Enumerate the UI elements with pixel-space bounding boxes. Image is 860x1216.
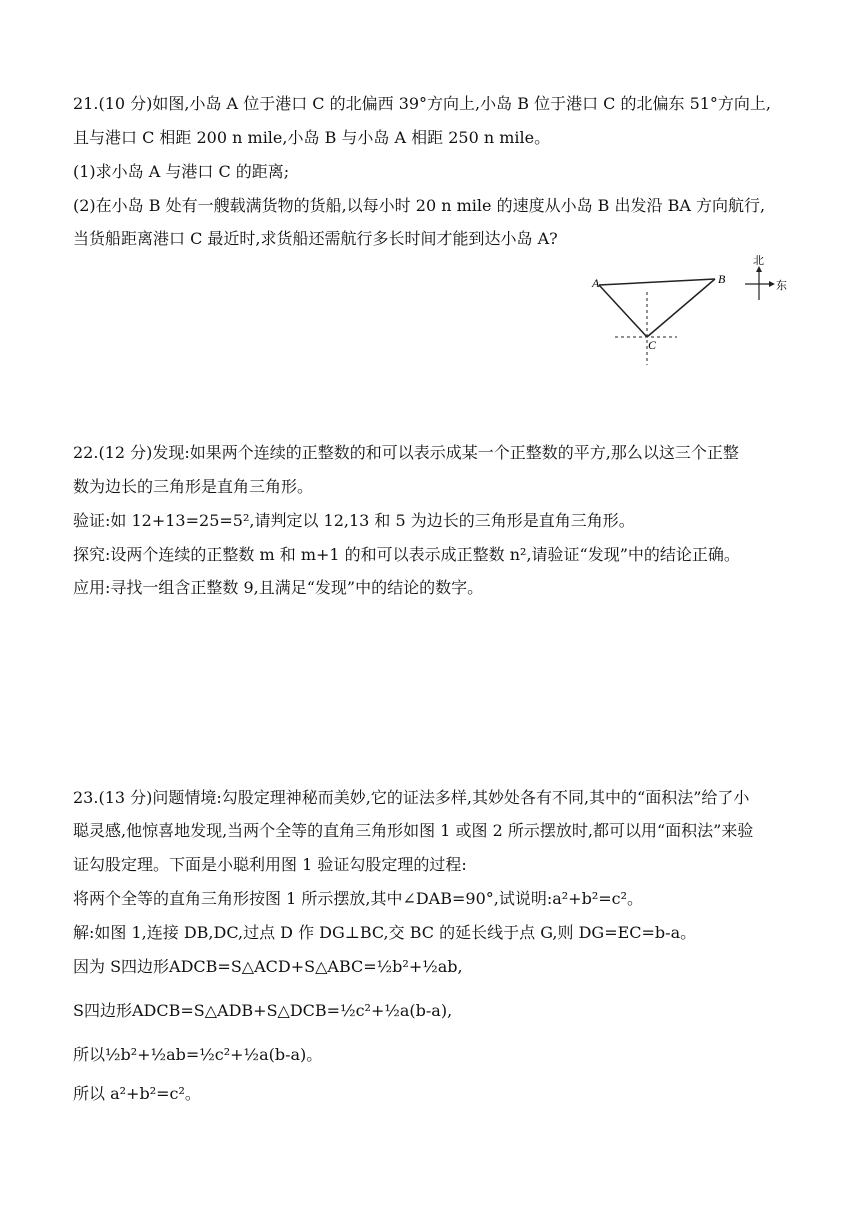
q21-part-1: (1)求小岛 A 与港口 C 的距离; (73, 162, 290, 181)
label-c: C (648, 338, 657, 352)
east-arrow-icon (769, 281, 775, 287)
q23-line-1: 23.(13 分)问题情境:勾股定理神秘而美妙,它的证法多样,其妙处各有不同,其中的“面积法”给了小 (73, 788, 750, 807)
q21-line-2: 且与港口 C 相距 200 n mile,小岛 B 与小岛 A 相距 250 n mile。 (73, 128, 551, 147)
q21-part-2a: (2)在小岛 B 处有一艘载满货物的货船,以每小时 20 n mile 的速度从小岛 B 出发沿 BA 方向航行, (73, 196, 766, 215)
q23-line-6: 因为 S四边形ADCB=S△ACD+S△ABC=½b²+½ab, (73, 957, 463, 976)
q22-line-2: 数为边长的三角形是直角三角形。 (73, 477, 314, 496)
q23-line-9: 所以 a²+b²=c²。 (73, 1084, 201, 1103)
q21-part-2b: 当货船距离港口 C 最近时,求货船还需航行多长时间才能到达小岛 A? (73, 229, 558, 248)
q23-line-4: 将两个全等的直角三角形按图 1 所示摆放,其中∠DAB=90°,试说明:a²+b²=c²。 (73, 889, 644, 908)
north-label: 北 (753, 254, 764, 267)
label-b: B (718, 272, 726, 286)
q23-line-5: 解:如图 1,连接 DB,DC,过点 D 作 DG⊥BC,交 BC 的延长线于点 G,则 DG=EC=b-a。 (73, 923, 697, 942)
q21-figure (585, 250, 805, 375)
q23-line-8: 所以½b²+½ab=½c²+½a(b-a)。 (73, 1045, 323, 1064)
segment-ac (599, 285, 647, 337)
segment-ab (599, 279, 715, 285)
q23-line-2: 聪灵感,他惊喜地发现,当两个全等的直角三角形如图 1 或图 2 所示摆放时,都可以用“面积法”来验 (73, 821, 754, 840)
q22-verify: 验证:如 12+13=25=5²,请判定以 12,13 和 5 为边长的三角形是直角三角形。 (73, 511, 635, 530)
q22-explore: 探究:设两个连续的正整数 m 和 m+1 的和可以表示成正整数 n²,请验证“发现”中的结论正确。 (73, 545, 740, 564)
segment-bc (647, 279, 715, 337)
east-label: 东 (776, 279, 787, 292)
label-a: A (592, 276, 600, 290)
q23-line-7: S四边形ADCB=S△ADB+S△DCB=½c²+½a(b-a), (73, 1001, 453, 1020)
q23-line-3: 证勾股定理。下面是小聪利用图 1 验证勾股定理的过程: (73, 855, 467, 874)
q22-line-1: 22.(12 分)发现:如果两个连续的正整数的和可以表示成某一个正整数的平方,那么以这三个正整 (73, 443, 739, 462)
q22-apply: 应用:寻找一组含正整数 9,且满足“发现”中的结论的数字。 (73, 578, 484, 597)
q21-line-1: 21.(10 分)如图,小岛 A 位于港口 C 的北偏西 39°方向上,小岛 B 位于港口 C 的北偏东 51°方向上, (73, 94, 772, 113)
